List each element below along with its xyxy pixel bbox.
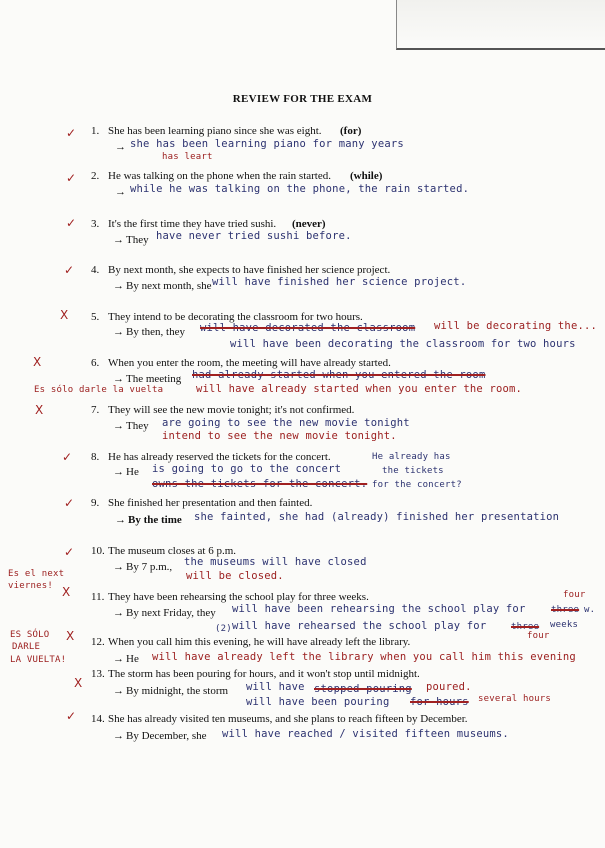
arrow-icon: → [113,466,124,478]
cross-mark: X [62,585,71,599]
question-text: He has already reserved the tickets for the concert. [108,451,331,463]
answer-prefix: By 7 p.m., [126,561,173,573]
struck-answer: stopped pouring [314,683,412,695]
margin-note: DARLE [12,642,41,652]
handwritten-correction: intend to see the new movie tonight. [162,430,397,442]
arrow-icon: → [113,561,124,573]
item-number: 10. [91,545,105,557]
handwritten-answer: will have [246,681,305,693]
answer-prefix: By December, she [126,730,207,742]
handwritten-tail: w. [584,605,596,615]
scanned-page-edge [396,0,605,50]
arrow-icon: → [113,326,124,338]
answer-prefix: He [126,653,139,665]
handwritten-answer: while he was talking on the phone, the rain started. [130,183,470,195]
answer-prefix: By then, they [126,326,185,338]
handwritten-answer-line2: will have been pouring [246,696,390,708]
question-text: They have been rehearsing the school play for three weeks. [108,591,369,603]
handwritten-answer: will have already left the library when you call him this evening [152,651,576,663]
page-title: REVIEW FOR THE EXAM [232,93,373,105]
question-text: The museum closes at 6 p.m. [108,545,237,557]
cross-mark: X [60,308,69,322]
answer-prefix: By next Friday, they [126,607,216,619]
handwritten-answer-line2: will have been decorating the classroom for two hours [230,338,576,350]
margin-note: LA VUELTA! [10,655,67,665]
handwritten-answer: will have been rehearsing the school play for [232,603,526,615]
side-note: for the concert? [372,480,462,490]
question-text: The storm has been pouring for hours, and it won't stop until midnight. [108,668,420,680]
side-note: He already has [372,452,451,462]
check-mark: ✓ [62,450,73,464]
handwritten-answer-line2: will have rehearsed the school play for [232,620,487,632]
cross-mark: X [33,355,42,369]
question-text: They will see the new movie tonight; it's not confirmed. [108,404,355,416]
item-number: 7. [91,404,100,416]
handwritten-correction: several hours [478,694,552,704]
arrow-icon: → [113,653,124,665]
item-number: 8. [91,451,100,463]
question-cue: (while) [350,170,383,182]
struck-answer: three [511,622,540,632]
struck-answer: owns the tickets for the concert. [152,478,368,490]
margin-note: Es el next [8,569,65,579]
check-mark: ✓ [64,263,75,277]
arrow-icon: → [115,186,126,198]
question-text: She finished her presentation and then fainted. [108,497,313,509]
struck-answer: for hours [410,696,469,708]
handwritten-correction: has leart [162,152,213,162]
check-mark: ✓ [66,216,77,230]
margin-note: Es sólo darle la vuelta [34,385,164,395]
margin-note: viernes! [8,581,53,591]
answer-prefix: By midnight, the storm [126,685,229,697]
handwritten-correction: will be decorating the... [434,320,598,332]
handwritten-answer: are going to see the new movie tonight [162,417,410,429]
answer-prefix: By the time [128,514,182,526]
item-number: 5. [91,311,100,323]
arrow-icon: → [115,514,126,526]
answer-prefix: He [126,466,139,478]
question-text: When you call him this evening, he will have already left the library. [108,636,411,648]
item-number: 6. [91,357,100,369]
question-cue: (for) [340,125,362,137]
arrow-icon: → [113,280,124,292]
question-text: It's the first time they have tried sushi. [108,218,277,230]
arrow-icon: → [115,141,126,153]
item-number: 4. [91,264,100,276]
handwritten-answer: she has been learning piano for many years [130,138,404,150]
question-text: She has already visited ten museums, and she plans to reach fifteen by December. [108,713,468,725]
item-number: 9. [91,497,100,509]
item-number: 12. [91,636,105,648]
check-mark: ✓ [64,545,75,559]
answer-prefix: They [126,420,149,432]
handwritten-answer: have never tried sushi before. [156,230,352,242]
arrow-icon: → [113,730,124,742]
cross-mark: X [66,629,75,643]
question-text: They intend to be decorating the classroom for two hours. [108,311,363,323]
arrow-icon: → [113,607,124,619]
answer-prefix: The meeting [126,373,182,385]
handwritten-correction: will have already started when you enter the room. [196,383,523,395]
arrow-icon: → [113,420,124,432]
struck-answer: had already started when you entered the room [192,369,486,381]
question-text: She has been learning piano since she was eight. [108,125,322,137]
handwritten-answer: she fainted, she had (already) finished her presentation [194,511,560,523]
check-mark: ✓ [66,171,77,185]
handwritten-correction: four [563,590,586,600]
handwritten-correction: will be closed. [186,570,284,582]
handwritten-tail: weeks [550,620,579,630]
question-text: He was talking on the phone when the rain started. [108,170,331,182]
cross-mark: X [74,676,83,690]
check-mark: ✓ [66,126,77,140]
item-number: 13. [91,668,105,680]
line-label: (2) [215,624,232,634]
question-text: By next month, she expects to have finished her science project. [108,264,391,276]
struck-answer: will have decorated the classroom [200,322,416,334]
side-note: the tickets [382,466,444,476]
arrow-icon: → [113,373,124,385]
check-mark: ✓ [66,709,77,723]
cross-mark: X [35,403,44,417]
arrow-icon: → [113,234,124,246]
item-number: 11. [91,591,105,603]
handwritten-answer: will have finished her science project. [212,276,467,288]
question-cue: (never) [292,218,326,230]
handwritten-answer: the museums will have closed [184,556,367,568]
check-mark: ✓ [64,496,75,510]
answer-prefix: They [126,234,149,246]
margin-note: ES SÓLO [10,630,50,640]
handwritten-correction: poured. [426,681,472,693]
item-number: 2. [91,170,100,182]
question-text: When you enter the room, the meeting will have already started. [108,357,391,369]
handwritten-correction: four [527,631,550,641]
item-number: 3. [91,218,100,230]
struck-answer: three [551,605,580,615]
handwritten-answer: will have reached / visited fifteen museums. [222,728,509,740]
handwritten-answer: is going to go to the concert [152,463,342,475]
item-number: 14. [91,713,105,725]
arrow-icon: → [113,685,124,697]
item-number: 1. [91,125,100,137]
answer-prefix: By next month, she [126,280,212,292]
